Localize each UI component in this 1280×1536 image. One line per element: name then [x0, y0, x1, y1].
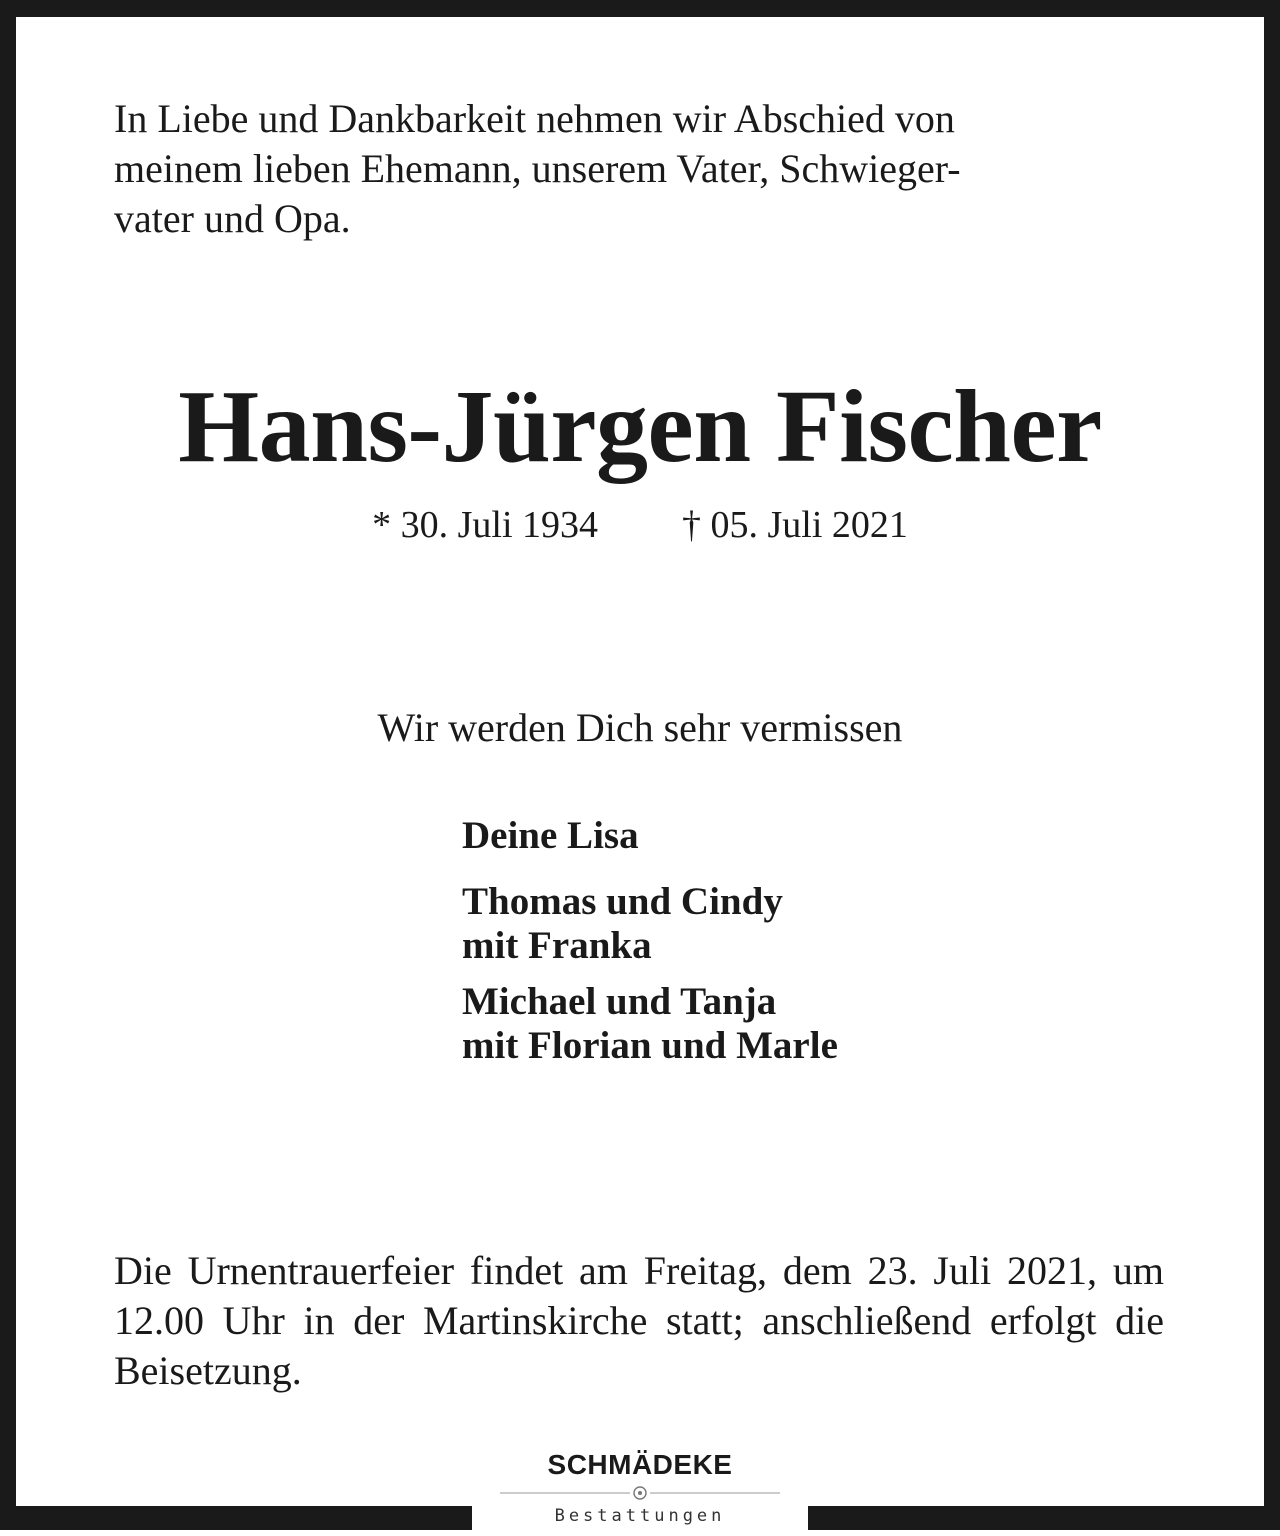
birth-date: * 30. Juli 1934 — [372, 504, 598, 546]
ornament-icon — [490, 1484, 790, 1502]
family-group — [462, 814, 838, 858]
ceremony-text: Die Urnentrauerfeier findet am Freitag, dem 23. Juli 2021, um 12.00 Uhr in der Martinskirche statt; anschließend erfolgt die Beisetzung. — [114, 1248, 1164, 1393]
logo-subtitle: Bestattungen — [554, 1506, 726, 1526]
logo-name: SCHMÄDEKE — [547, 1449, 733, 1480]
undertaker-logo — [472, 1448, 808, 1528]
border-top — [0, 0, 1280, 17]
border-right — [1264, 0, 1280, 1530]
border-left — [0, 0, 16, 1530]
border-bottom-right — [808, 1506, 1280, 1530]
deceased-name: Hans-Jürgen Fischer — [178, 369, 1102, 484]
family-signatures — [462, 814, 838, 1080]
intro-line: In Liebe und Dankbarkeit nehmen wir Abschied von — [114, 96, 955, 141]
family-line: Thomas und Cindy — [462, 880, 783, 923]
family-group — [462, 980, 838, 1068]
farewell-text: Wir werden Dich sehr vermissen — [377, 705, 903, 750]
intro-line: meinem lieben Ehemann, unserem Vater, Schwieger- — [114, 146, 961, 191]
death-date: † 05. Juli 2021 — [682, 504, 908, 546]
intro-text — [114, 94, 1164, 244]
family-line: mit Florian und Marle — [462, 1024, 838, 1067]
life-dates — [0, 502, 1280, 548]
intro-line: vater und Opa. — [114, 196, 351, 241]
family-line: Michael und Tanja — [462, 980, 777, 1023]
family-line: mit Franka — [462, 924, 652, 967]
border-bottom-left — [0, 1506, 472, 1530]
family-line: Deine Lisa — [462, 814, 639, 857]
family-group — [462, 880, 838, 968]
